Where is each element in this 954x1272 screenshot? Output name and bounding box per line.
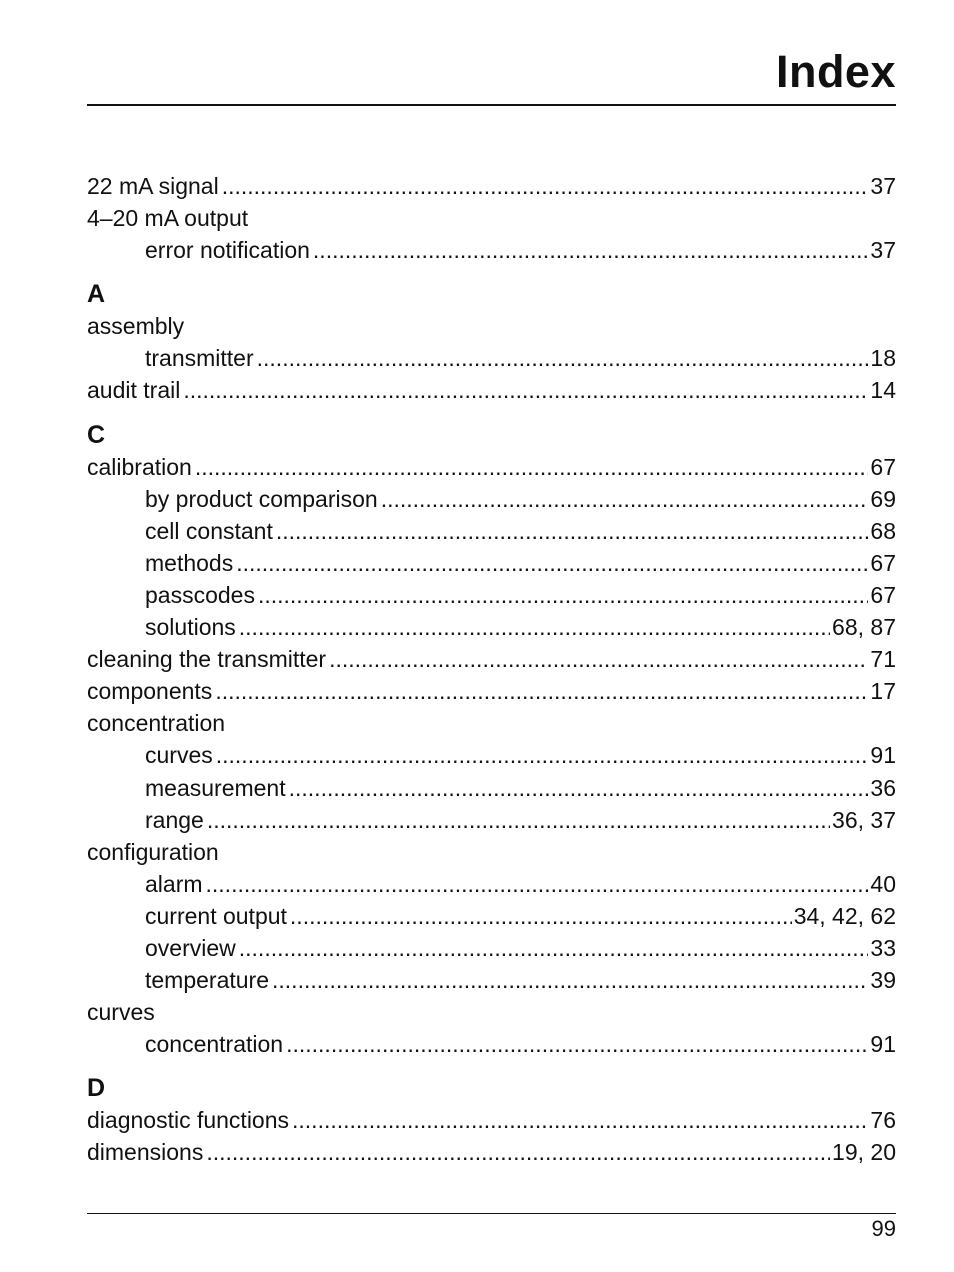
index-page-refs: 18	[870, 345, 896, 372]
index-page-refs: 68, 87	[832, 614, 896, 641]
index-term: components	[87, 678, 213, 705]
index-page-refs: 37	[870, 173, 896, 199]
index-subentry	[87, 234, 896, 266]
index-subentry	[87, 483, 896, 515]
index-page-refs: 91	[870, 742, 896, 769]
index-term: passcodes	[145, 581, 255, 608]
index-entry	[87, 675, 896, 707]
index-term: curves	[145, 742, 213, 769]
dot-leader	[257, 342, 869, 374]
index-subentry	[87, 342, 896, 374]
index-term: solutions	[145, 614, 236, 641]
index-term: audit trail	[87, 377, 181, 404]
index-page-refs: 40	[870, 870, 896, 897]
index-entry	[87, 374, 896, 406]
index-page-refs: 68	[870, 517, 896, 544]
index-entry	[87, 643, 896, 675]
header-rule	[87, 104, 896, 106]
index-page-refs: 67	[870, 453, 896, 480]
index-subentry	[87, 868, 896, 900]
dot-leader	[195, 451, 869, 483]
index-letter-heading: D	[87, 1074, 106, 1103]
index-term: assembly	[87, 313, 185, 340]
page-title: Index	[775, 46, 896, 97]
index-entry	[87, 996, 896, 1028]
dot-leader	[329, 643, 868, 675]
page-number: 99	[871, 1216, 896, 1241]
dot-leader	[313, 234, 868, 266]
index-term: range	[145, 806, 204, 833]
index-page-refs: 19, 20	[832, 1139, 896, 1166]
index-term: transmitter	[145, 345, 254, 372]
index-term: calibration	[87, 453, 192, 480]
dot-leader	[292, 1104, 868, 1136]
index-subentry	[87, 515, 896, 547]
index-page-refs: 14	[870, 377, 896, 404]
index-page-refs: 39	[870, 967, 896, 994]
index-page-refs: 34, 42, 62	[793, 902, 896, 929]
index-subentry	[87, 964, 896, 996]
index-page-refs: 69	[870, 485, 896, 512]
index-term: 22 mA signal	[87, 173, 219, 199]
dot-leader	[206, 1136, 830, 1168]
index-page-refs: 67	[870, 549, 896, 576]
dot-leader	[290, 900, 792, 932]
index-subentry	[87, 547, 896, 579]
dot-leader	[286, 1028, 868, 1060]
index-term: by product comparison	[145, 485, 378, 512]
index-term: 4–20 mA output	[87, 205, 249, 232]
index-subentry	[87, 611, 896, 643]
index-term: methods	[145, 549, 234, 576]
index-subentry	[87, 900, 896, 932]
index-entry	[87, 202, 896, 234]
index-list	[87, 170, 896, 1169]
index-entry	[87, 170, 896, 202]
index-term: measurement	[145, 774, 286, 801]
index-page-refs: 67	[870, 581, 896, 608]
index-term: alarm	[145, 870, 203, 897]
dot-leader	[183, 374, 868, 406]
index-page-refs: 76	[870, 1107, 896, 1134]
index-term: configuration	[87, 838, 219, 865]
index-page-refs: 17	[870, 678, 896, 705]
index-entry	[87, 451, 896, 483]
dot-leader	[215, 675, 868, 707]
index-term: error notification	[145, 237, 310, 264]
index-term: diagnostic functions	[87, 1107, 290, 1134]
dot-leader	[239, 932, 869, 964]
index-term: concentration	[87, 710, 226, 737]
index-subentry	[87, 804, 896, 836]
index-subentry	[87, 739, 896, 771]
index-term: curves	[87, 999, 155, 1026]
index-term: cell constant	[145, 517, 273, 544]
index-term: overview	[145, 934, 236, 961]
index-subentry	[87, 932, 896, 964]
index-page-refs: 36	[870, 774, 896, 801]
dot-leader	[276, 515, 869, 547]
dot-leader	[381, 483, 869, 515]
index-term: temperature	[145, 967, 270, 994]
index-subentry	[87, 1028, 896, 1060]
index-page-refs: 37	[870, 237, 896, 264]
dot-leader	[206, 868, 869, 900]
index-entry	[87, 1104, 896, 1136]
dot-leader	[258, 579, 868, 611]
dot-leader	[207, 804, 830, 836]
index-entry	[87, 310, 896, 342]
index-page-refs: 36, 37	[832, 806, 896, 833]
dot-leader	[236, 547, 868, 579]
footer-rule	[87, 1213, 896, 1214]
index-letter-heading: A	[87, 280, 106, 309]
dot-leader	[289, 772, 869, 804]
index-term: current output	[145, 902, 287, 929]
index-page-refs: 71	[870, 646, 896, 673]
dot-leader	[239, 611, 830, 643]
index-subentry	[87, 579, 896, 611]
index-entry	[87, 1136, 896, 1168]
dot-leader	[216, 739, 869, 771]
index-subentry	[87, 772, 896, 804]
index-page-refs: 91	[870, 1031, 896, 1058]
index-entry	[87, 707, 896, 739]
index-term: cleaning the transmitter	[87, 646, 327, 673]
index-letter-heading: C	[87, 420, 106, 449]
index-term: dimensions	[87, 1139, 204, 1166]
dot-leader	[222, 170, 869, 202]
dot-leader	[272, 964, 868, 996]
index-entry	[87, 836, 896, 868]
index-term: concentration	[145, 1031, 284, 1058]
index-page-refs: 33	[870, 934, 896, 961]
